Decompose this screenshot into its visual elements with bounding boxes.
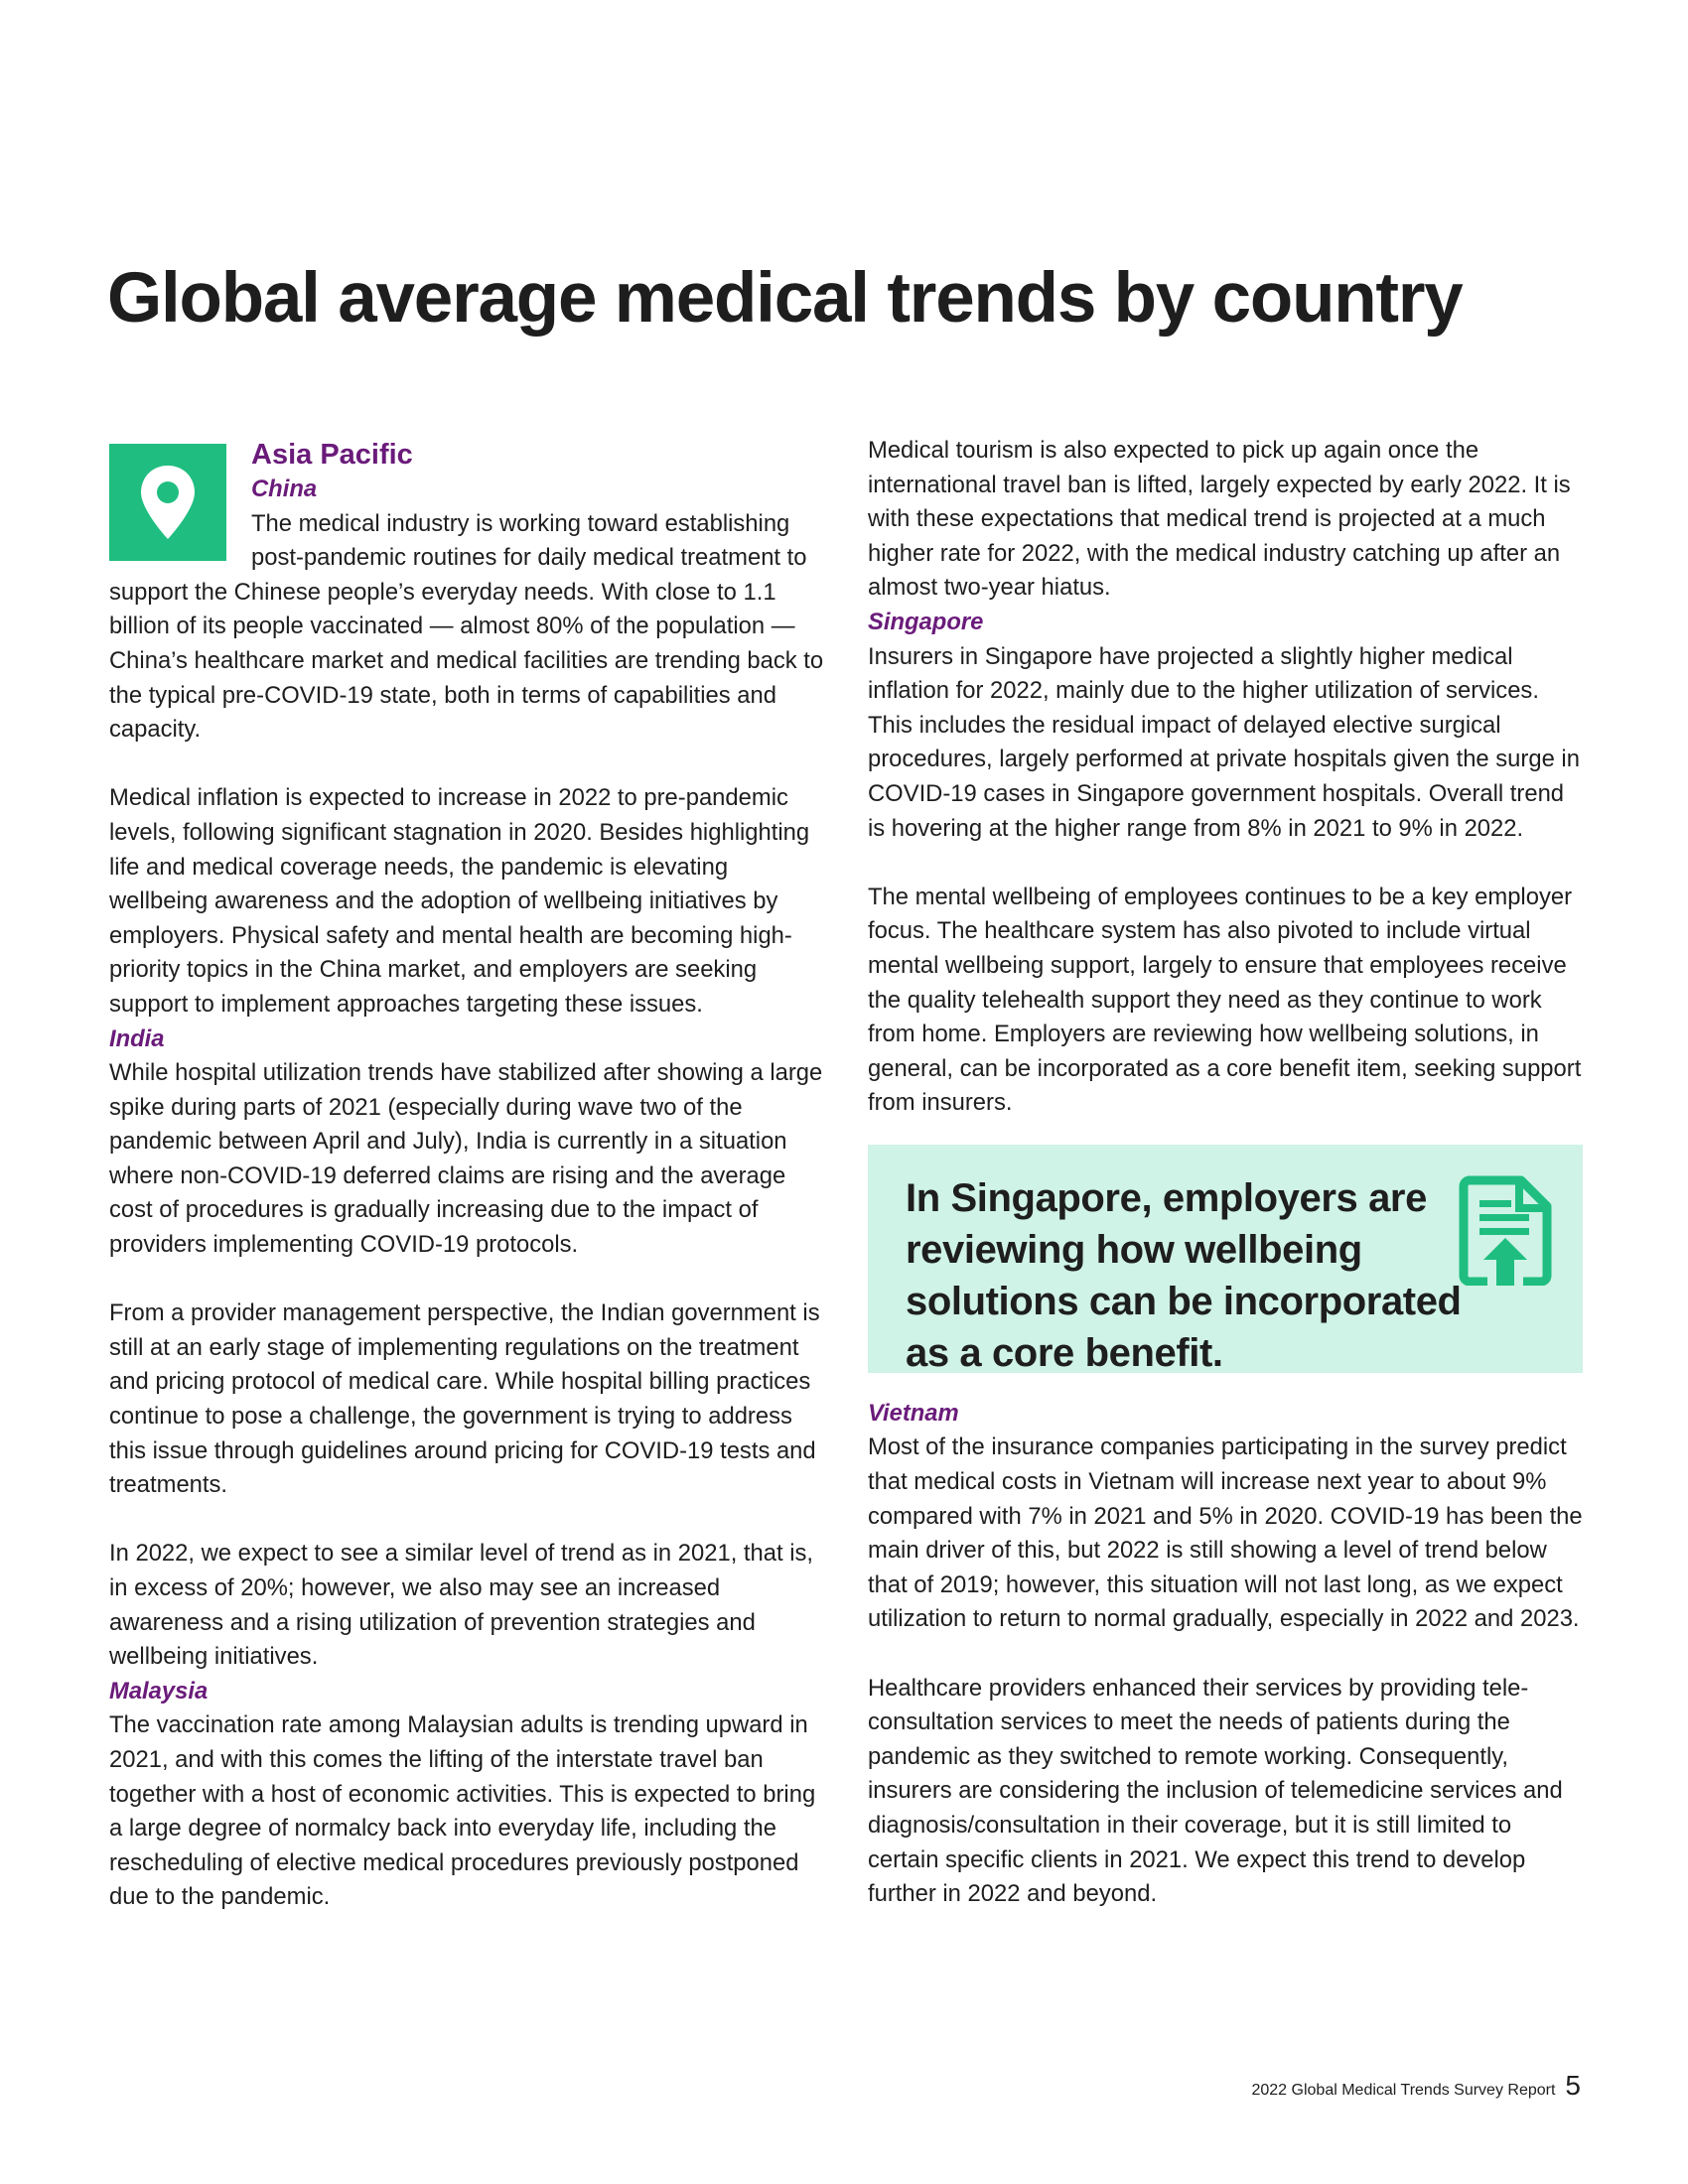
report-title: 2022 Global Medical Trends Survey Report <box>1251 2082 1556 2099</box>
page-footer <box>1251 2070 1581 2102</box>
vietnam-paragraph-2: Healthcare providers enhanced their services by providing tele-consultation services to meet the needs of patients during the pandemic as they switched to remote working. Consequently, insurers are considering the inclusion of telemedicine services and diagnosis/consultation in their coverage, but it is still limited to certain specific clients in 2021. We expect this trend to develop further in 2022 and beyond. <box>868 1674 1563 1908</box>
singapore-paragraph-2: The mental wellbeing of employees continues to be a key employer focus. The healthcare system has also pivoted to include virtual mental wellbeing support, largely to ensure that employees receive the quality telehealth support they need as they continue to work from home. Employers are reviewing how wellbeing solutions, in general, can be incorporated as a core benefit item, seeking support from insurers. <box>868 883 1582 1117</box>
singapore-paragraph-1: Insurers in Singapore have projected a slightly higher medical inflation for 2022, mainly due to the higher utilization of services. This includes the residual impact of delayed elective surgical procedures, largely performed at private hospitals given the surge in COVID-19 cases in Singapore government hospitals. Overall trend is hovering at the higher range from 8% in 2021 to 9% in 2022. <box>868 642 1580 842</box>
right-column <box>868 434 1583 1912</box>
callout-text: In Singapore, employers are reviewing how wellbeing solutions can be incorporated as a core benefit. <box>906 1175 1462 1375</box>
china-paragraph-1: The medical industry is working toward establishing post-pandemic routines for daily medical treatment to support the Chinese people’s everyday needs. With close to 1.1 billion of its people vaccinated — almost 80% of the population — China’s healthcare market and medical facilities are trending back to the typical pre-COVID-19 state, both in terms of capabilities and capacity. <box>109 509 824 744</box>
china-heading: China <box>251 476 318 502</box>
vietnam-paragraph-1: Most of the insurance companies participating in the survey predict that medical costs in Vietnam will increase next year to about 9% compared with 7% in 2021 and 5% in 2020. COVID-19 has been the main driver of this, but 2022 is still showing a level of trend below that of 2019; however, this situation will not last long, as we expect utilization to return to normal gradually, especially in 2022 and 2023. <box>868 1433 1583 1633</box>
location-pin-icon <box>109 444 226 561</box>
india-paragraph-1: While hospital utilization trends have stabilized after showing a large spike during parts of 2021 (especially during wave two of the pandemic between April and July), India is currently in a situation where non-COVID-19 deferred claims are rising and the average cost of procedures is gradually increasing due to the impact of providers implementing COVID-19 protocols. <box>109 1059 823 1259</box>
page-number: 5 <box>1565 2070 1581 2101</box>
malaysia-heading: Malaysia <box>109 1677 209 1705</box>
page-title: Global average medical trends by country <box>107 259 1463 338</box>
india-heading: India <box>109 1024 165 1052</box>
region-heading: Asia Pacific <box>251 439 413 471</box>
china-paragraph-2: Medical inflation is expected to increase in 2022 to pre-pandemic levels, following significant stagnation in 2020. Besides highlighting life and medical coverage needs, the pandemic is elevating wellbeing awareness and the adoption of wellbeing initiatives by employers. Physical safety and mental health are becoming high-priority topics in the China market, and employers are seeking support to implement approaches targeting these issues. <box>109 784 810 1018</box>
singapore-heading: Singapore <box>868 608 984 635</box>
india-paragraph-3: In 2022, we expect to see a similar level of trend as in 2021, that is, in excess of 20%; however, we also may see an increased awareness and a rising utilization of prevention strategies and wellbeing initiatives. <box>109 1540 814 1671</box>
vietnam-heading: Vietnam <box>868 1399 959 1427</box>
india-paragraph-2: From a provider management perspective, the Indian government is still at an early stage of implementing regulations on the treatment and pricing protocol of medical care. While hospital billing practices continue to pose a challenge, the government is trying to address this issue through guidelines around pricing for COVID-19 tests and treatments. <box>109 1299 820 1499</box>
document-upload-icon <box>1456 1174 1555 1291</box>
left-column <box>109 437 832 1915</box>
malaysia-paragraph-1: The vaccination rate among Malaysian adults is trending upward in 2021, and with this comes the lifting of the interstate travel ban together with a host of economic activities. This is expected to bring a large degree of normalcy back into everyday life, including the rescheduling of elective medical procedures previously postponed due to the pandemic. <box>109 1711 816 1911</box>
singapore-callout <box>868 1145 1583 1373</box>
medical-tourism-paragraph: Medical tourism is also expected to pick up again once the international travel ban is lifted, largely expected by early 2022. It is with these expectations that medical trend is projected at a much higher rate for 2022, with the medical industry catching up after an almost two-year hiatus. <box>868 437 1571 602</box>
